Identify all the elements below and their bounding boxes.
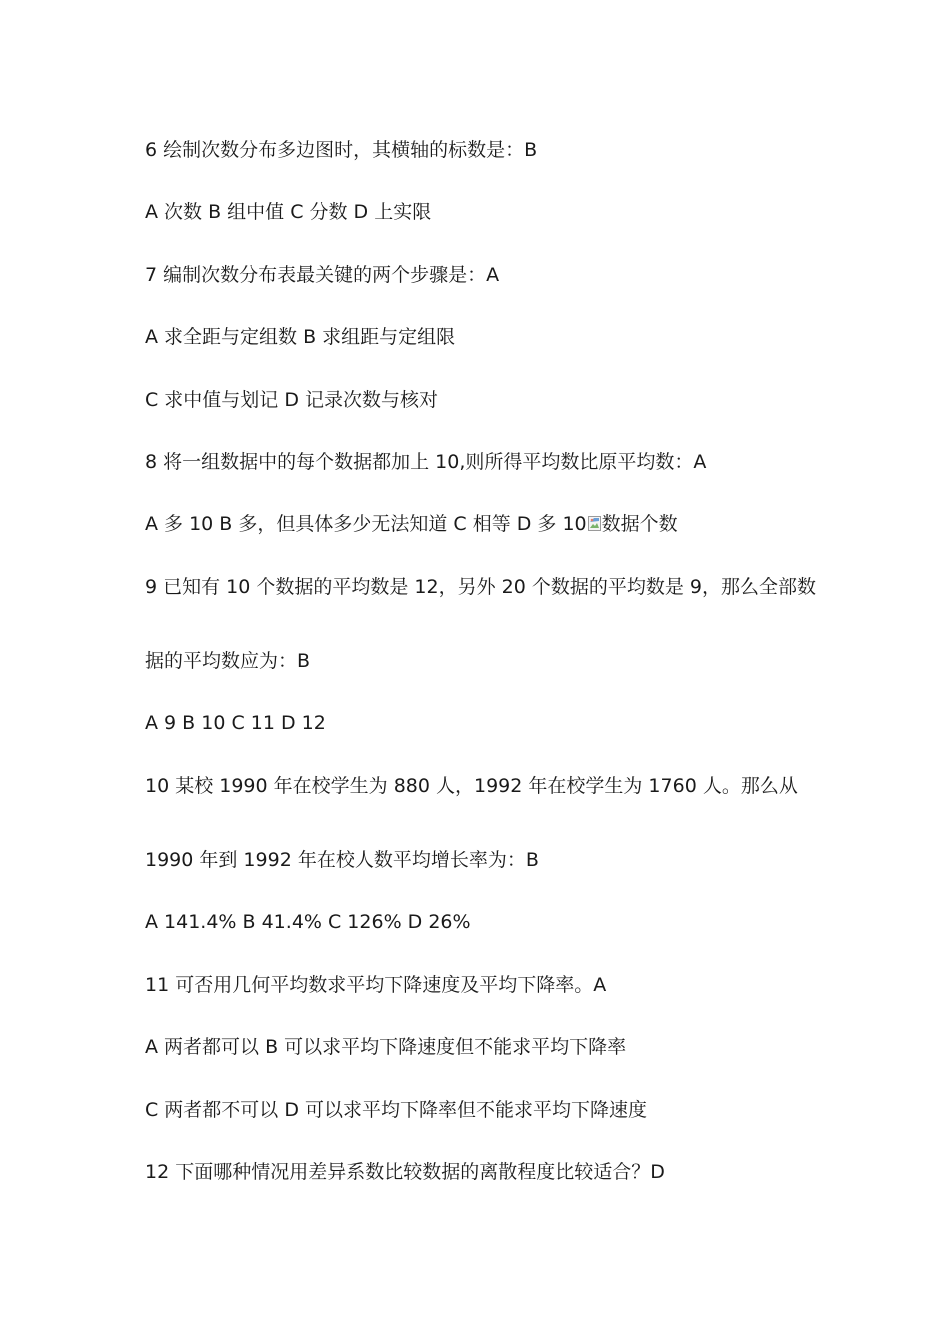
question-10-line-2: 1990 年到 1992 年在校人数平均增长率为：B <box>145 849 539 871</box>
question-6-options: A 次数 B 组中值 C 分数 D 上实限 <box>145 201 432 223</box>
question-6: 6 绘制次数分布多边图时，其横轴的标数是：B <box>145 139 538 161</box>
question-7-options-cd: C 求中值与划记 D 记录次数与核对 <box>145 389 439 411</box>
question-10-line-1: 10 某校 1990 年在校学生为 880 人，1992 年在校学生为 1760 人。那么从 <box>145 775 798 797</box>
question-11-options-ab: A 两者都可以 B 可以求平均下降速度但不能求平均下降率 <box>145 1036 627 1058</box>
broken-image-icon <box>588 513 601 528</box>
question-9-options: A 9 B 10 C 11 D 12 <box>145 712 326 734</box>
question-9-line-1: 9 已知有 10 个数据的平均数是 12，另外 20 个数据的平均数是 9，那么全部数 <box>145 576 816 598</box>
question-7: 7 编制次数分布表最关键的两个步骤是：A <box>145 264 500 286</box>
question-10-options: A 141.4% B 41.4% C 126% D 26% <box>145 911 471 933</box>
question-8-options <box>145 512 678 536</box>
question-8-options-text-b: 数据个数 <box>601 513 678 535</box>
question-7-options-ab: A 求全距与定组数 B 求组距与定组限 <box>145 326 456 348</box>
question-11-options-cd: C 两者都不可以 D 可以求平均下降率但不能求平均下降速度 <box>145 1099 648 1121</box>
question-9-line-2: 据的平均数应为：B <box>145 650 311 672</box>
question-8: 8 将一组数据中的每个数据都加上 10,则所得平均数比原平均数：A <box>145 451 707 473</box>
question-12: 12 下面哪种情况用差异系数比较数据的离散程度比较适合？D <box>145 1161 665 1183</box>
question-11: 11 可否用几何平均数求平均下降速度及平均下降率。A <box>145 974 607 996</box>
question-8-options-text-a: A 多 10 B 多，但具体多少无法知道 C 相等 D 多 10 <box>145 513 587 535</box>
